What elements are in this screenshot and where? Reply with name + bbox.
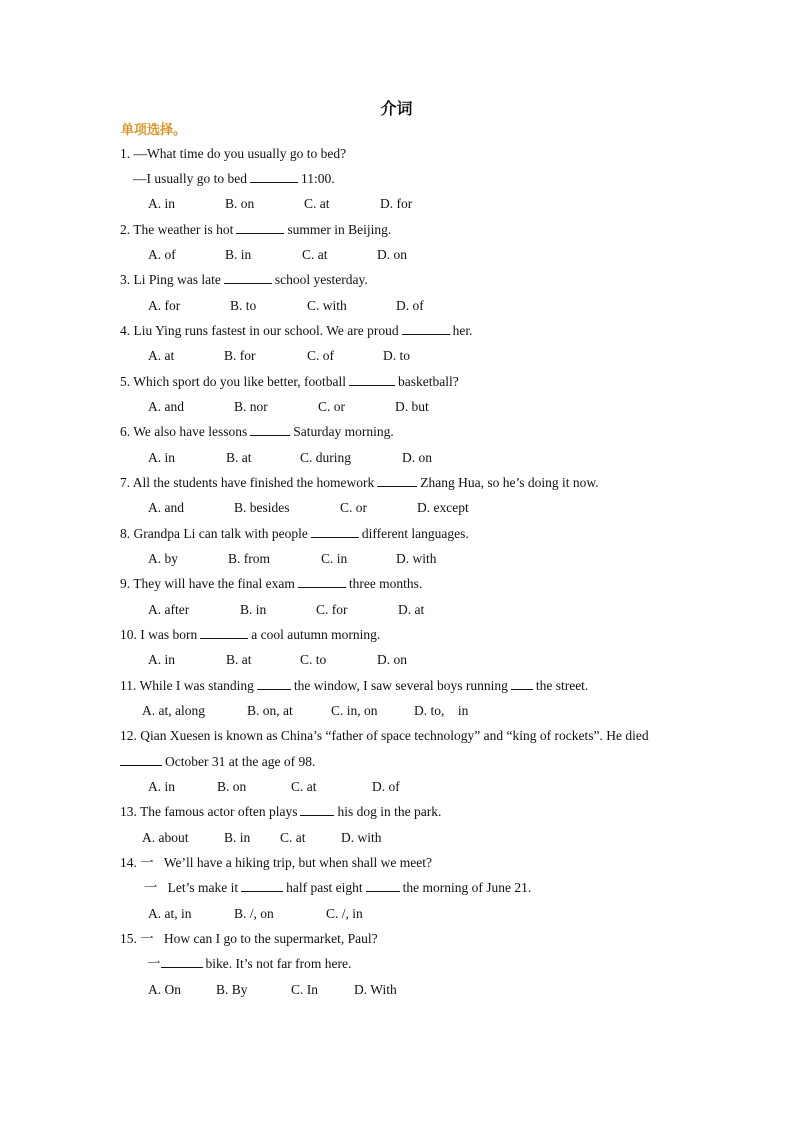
option: A. at, in (148, 906, 192, 921)
option: A. after (148, 602, 190, 617)
question-1-answer-line: —I usually go to bed 11:00. (133, 171, 335, 186)
option: C. at (304, 196, 330, 211)
option: C. of (307, 348, 334, 363)
option: A. in (148, 779, 175, 794)
question-3-stem: 3. Li Ping was late school yesterday. (120, 272, 368, 287)
option: D. to, in (414, 703, 469, 718)
option: D. with (341, 830, 382, 845)
option: B. on (225, 196, 255, 211)
option: B. in (240, 602, 267, 617)
option: A. about (142, 830, 189, 845)
question-8-stem: 8. Grandpa Li can talk with people different languages. (120, 526, 469, 541)
answer-blank (236, 222, 284, 234)
question-6-stem: 6. We also have lessons Saturday morning. (120, 424, 394, 439)
option: D. to (383, 348, 410, 363)
option: D. of (372, 779, 400, 794)
option: B. on, at (247, 703, 293, 718)
option: A. in (148, 450, 175, 465)
option: B. for (224, 348, 256, 363)
option: B. nor (234, 399, 268, 414)
option: C. or (318, 399, 345, 414)
question-15-stem: 15. 一 How can I go to the supermarket, Paul? (120, 931, 378, 946)
option: C. at (291, 779, 317, 794)
answer-blank (161, 956, 203, 968)
option: A. for (148, 298, 181, 313)
option: D. on (402, 450, 432, 465)
option: B. in (225, 247, 252, 262)
question-15-answer-line: 一 bike. It’s not far from here. (147, 956, 352, 971)
option: B. to (230, 298, 257, 313)
answer-blank (224, 272, 272, 284)
option: D. on (377, 247, 407, 262)
option: C. during (300, 450, 352, 465)
answer-blank (200, 627, 248, 639)
option: A. On (148, 982, 181, 997)
answer-blank (300, 804, 334, 816)
option: D. for (380, 196, 413, 211)
question-5-stem: 5. Which sport do you like better, football basketball? (120, 374, 459, 389)
question-4-stem: 4. Liu Ying runs fastest in our school. We are proud her. (120, 323, 473, 338)
option: C. to (300, 652, 327, 667)
question-2-stem: 2. The weather is hot summer in Beijing. (120, 222, 392, 237)
answer-blank (250, 171, 298, 183)
answer-blank (120, 754, 162, 766)
option: B. from (228, 551, 270, 566)
option: B. besides (234, 500, 290, 515)
question-11-stem: 11. While I was standing the window, I saw several boys running the street. (120, 678, 589, 693)
answer-blank (366, 880, 400, 892)
option: C. In (291, 982, 318, 997)
option: D. but (395, 399, 429, 414)
answer-blank (250, 424, 290, 436)
question-1-stem: 1. —What time do you usually go to bed? (120, 146, 347, 161)
answer-blank (298, 576, 346, 588)
answer-blank (311, 526, 359, 538)
question-14-answer-line: 一 Let’s make it half past eight the morning of June 21. (144, 880, 532, 895)
answer-blank (377, 475, 417, 487)
option: A. at (148, 348, 175, 363)
option: C. in, on (331, 703, 378, 718)
answer-blank (349, 374, 395, 386)
option: A. in (148, 196, 175, 211)
option: B. By (216, 982, 248, 997)
option: C. or (340, 500, 367, 515)
answer-blank (257, 678, 291, 690)
question-12-stem: 12. Qian Xuesen is known as China’s “father of space technology” and “king of rockets”. He died (120, 728, 649, 743)
option: B. on (217, 779, 247, 794)
answer-blank (402, 323, 450, 335)
option: D. With (354, 982, 397, 997)
option: A. of (148, 247, 176, 262)
answer-blank (511, 678, 533, 690)
answer-blank (241, 880, 283, 892)
option: B. in (224, 830, 251, 845)
option: B. /, on (234, 906, 274, 921)
option: C. /, in (326, 906, 363, 921)
section-heading: 单项选择。 (121, 123, 187, 138)
option: A. at, along (142, 703, 205, 718)
option: C. at (280, 830, 306, 845)
option: B. at (226, 652, 252, 667)
question-7-stem: 7. All the students have finished the homework Zhang Hua, so he’s doing it now. (120, 475, 599, 490)
option: A. and (148, 500, 184, 515)
option: A. in (148, 652, 175, 667)
option: C. in (321, 551, 348, 566)
option: C. at (302, 247, 328, 262)
question-12-stem-cont: October 31 at the age of 98. (120, 754, 315, 770)
option: C. with (307, 298, 347, 313)
question-13-stem: 13. The famous actor often plays his dog in the park. (120, 804, 442, 819)
option: D. on (377, 652, 407, 667)
question-10-stem: 10. I was born a cool autumn morning. (120, 627, 381, 642)
option: D. except (417, 500, 469, 515)
option: B. at (226, 450, 252, 465)
option: A. by (148, 551, 178, 566)
option: D. of (396, 298, 424, 313)
option: D. with (396, 551, 437, 566)
option: A. and (148, 399, 184, 414)
option: D. at (398, 602, 425, 617)
question-9-stem: 9. They will have the final exam three months. (120, 576, 423, 591)
option: C. for (316, 602, 348, 617)
question-14-stem: 14. 一 We’ll have a hiking trip, but when shall we meet? (120, 855, 432, 870)
page-title: 介词 (380, 99, 413, 118)
